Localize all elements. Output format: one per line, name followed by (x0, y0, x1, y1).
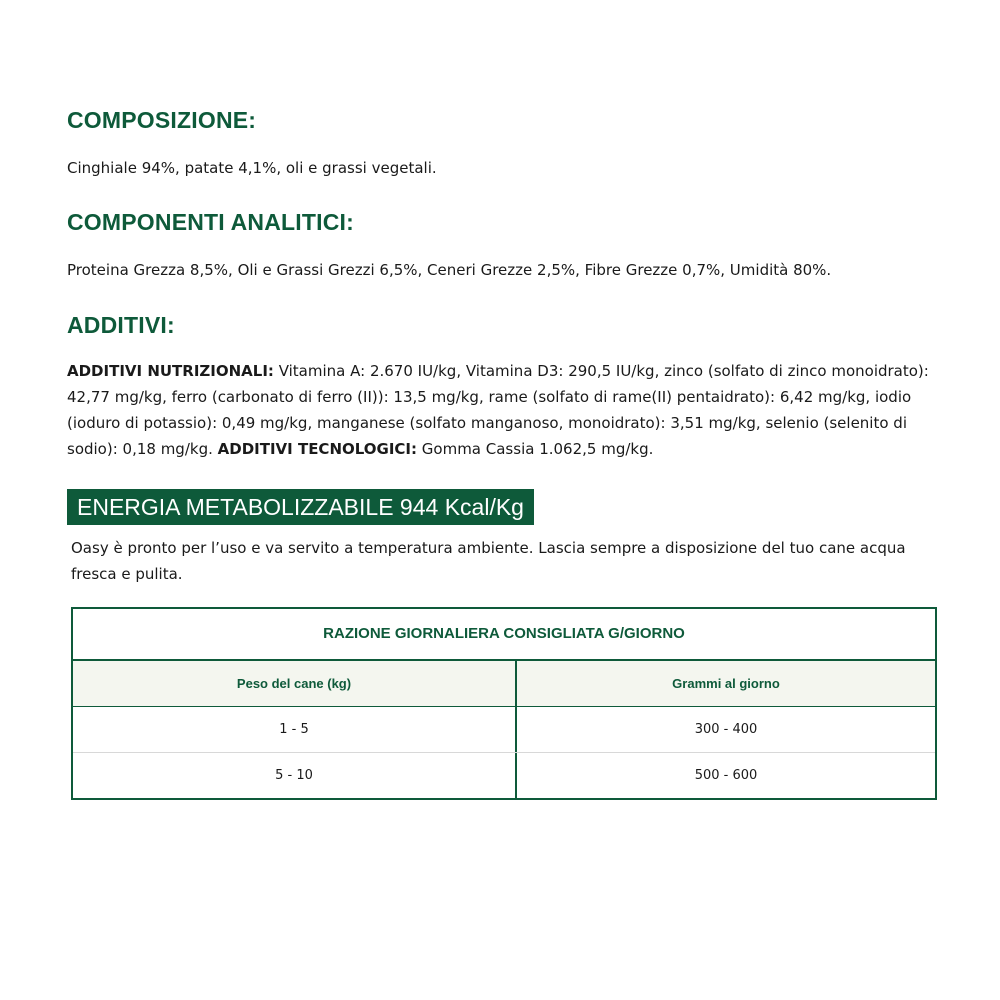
table-row (73, 752, 935, 798)
additivi-nutrizionali-label: ADDITIVI NUTRIZIONALI: (67, 362, 274, 380)
additivi-nutrizionali-text: Vitamina A: 2.670 IU/kg, Vitamina D3: 290,5 IU/kg, zinco (solfato di zinco monoidrato): 42,77 mg/kg, ferro (carbonato di ferro (II)): 13,5 mg/kg, rame (solfato di rame(II) pentaidrato): 6,42 mg/kg, iodio (ioduro di potassio): 0,49 mg/kg, manganese (solfato manganoso, monoidrato): 3,51 mg/kg, selenio (selenito di sodio): 0,18 mg/kg. (67, 362, 929, 458)
additivi-text (67, 358, 947, 462)
componenti-heading: COMPONENTI ANALITICI: (67, 209, 354, 235)
energia-banner: ENERGIA METABOLIZZABILE 944 Kcal/Kg (67, 489, 534, 525)
componenti-text: Proteina Grezza 8,5%, Oli e Grassi Grezzi 6,5%, Ceneri Grezze 2,5%, Fibre Grezze 0,7%, Umidità 80%. (67, 261, 832, 279)
additivi-heading: ADDITIVI: (67, 312, 175, 338)
razione-table (71, 607, 937, 800)
table-cell-peso: 1 - 5 (279, 722, 309, 737)
table-row (73, 707, 935, 752)
razione-table-title: RAZIONE GIORNALIERA CONSIGLIATA G/GIORNO (73, 609, 935, 661)
additivi-tecnologici-text: Gomma Cassia 1.062,5 mg/kg. (417, 440, 654, 458)
table-cell-grammi: 500 - 600 (515, 753, 935, 798)
table-header-row (73, 661, 935, 707)
table-cell-grammi: 300 - 400 (515, 707, 935, 752)
energia-text: Oasy è pronto per l’uso e va servito a temperatura ambiente. Lascia sempre a disposizione del tuo cane acqua fresca e pulita. (71, 539, 906, 583)
column-header-peso: Peso del cane (kg) (236, 676, 352, 691)
composizione-heading: COMPOSIZIONE: (67, 107, 257, 133)
column-header-grammi: Grammi al giorno (515, 661, 935, 706)
additivi-tecnologici-label: ADDITIVI TECNOLOGICI: (217, 440, 418, 458)
composizione-text: Cinghiale 94%, patate 4,1%, oli e grassi vegetali. (67, 159, 437, 177)
table-cell-peso: 5 - 10 (275, 768, 313, 783)
